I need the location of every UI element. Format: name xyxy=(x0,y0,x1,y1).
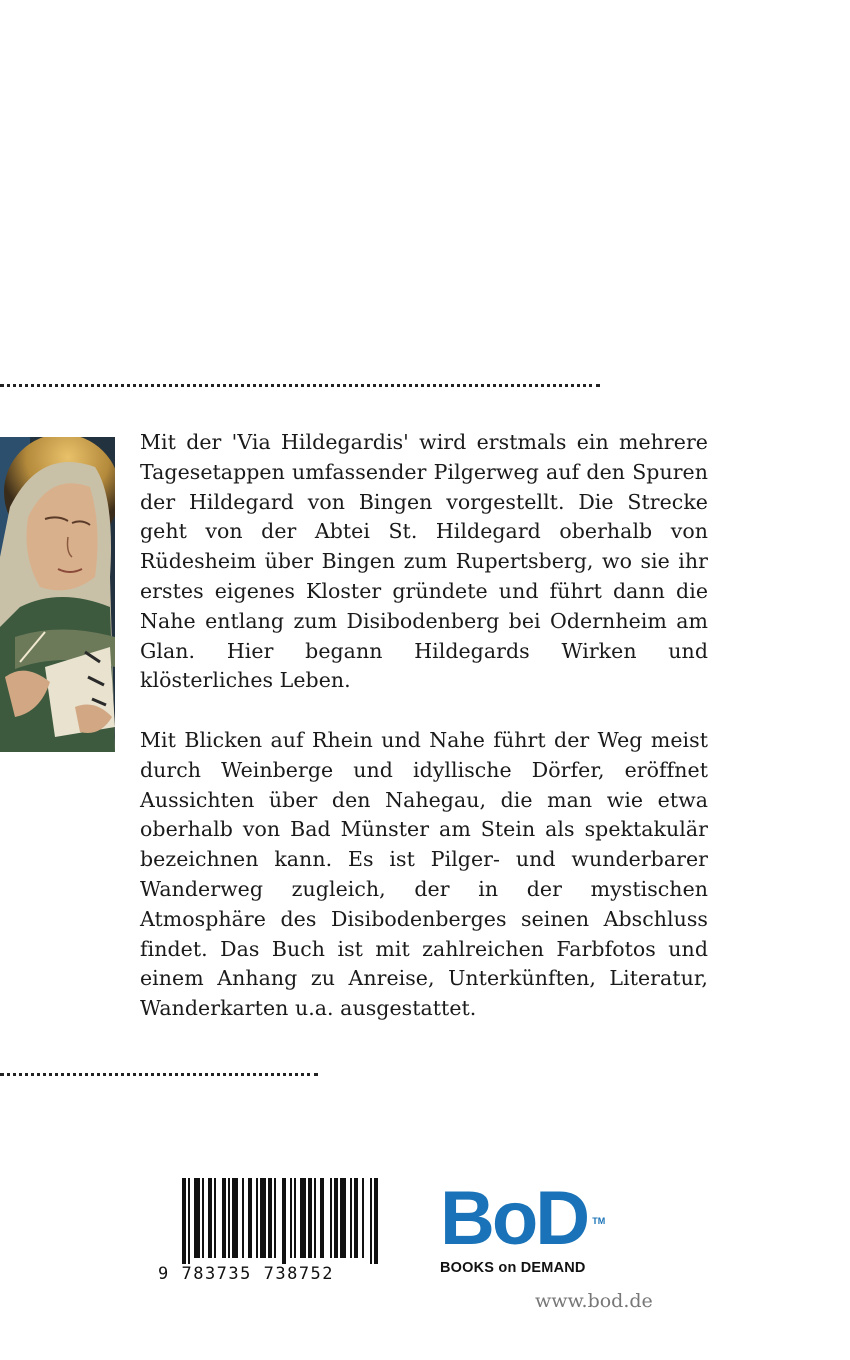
barcode-bar xyxy=(300,1178,306,1258)
barcode-bar xyxy=(188,1178,190,1264)
barcode-bar xyxy=(274,1178,276,1258)
stained-glass-saint-portrait-icon xyxy=(0,437,115,752)
bod-logo-mark xyxy=(440,1176,606,1261)
barcode-bar xyxy=(370,1178,372,1264)
barcode-bar xyxy=(242,1178,244,1258)
barcode-bar xyxy=(354,1178,358,1258)
dotted-divider-bottom xyxy=(0,1073,318,1076)
barcode-bar xyxy=(362,1178,364,1258)
bod-logo-text: BoD xyxy=(440,1176,588,1261)
publisher-url: www.bod.de xyxy=(535,1290,653,1312)
barcode-bar xyxy=(194,1178,200,1258)
barcode-bar xyxy=(202,1178,204,1258)
barcode-bar xyxy=(294,1178,296,1258)
hildegard-stained-glass-image xyxy=(0,437,115,752)
barcode-bar xyxy=(330,1178,332,1258)
barcode-bar xyxy=(228,1178,230,1258)
barcode-bar xyxy=(208,1178,212,1258)
blurb-paragraph-2: Mit Blicken auf Rhein und Nahe führt der Weg meist durch Weinberge und idyllische Dörfer, eröffnet Aussichten über den Nahegau, die man wie etwa oberhalb von Bad Münster am Stein als spektakulär bezeichnen kann. Es ist Pilger- und wunderbarer Wanderweg zugleich, der in der mystischen Atmosphäre des Disibodenberges seinen Abschluss findet. Das Buch ist mit zahlreichen Farbfotos und einem Anhang zu Anreise, Unterkünften, Literatur, Wanderkarten u.a. ausgestattet. xyxy=(140,727,708,1021)
bod-logo-subtitle: BOOKS on DEMAND xyxy=(440,1260,586,1276)
barcode-bar xyxy=(340,1178,346,1258)
barcode-bar xyxy=(214,1178,216,1258)
barcode-bar xyxy=(256,1178,258,1258)
barcode-bar xyxy=(260,1178,266,1258)
dotted-divider-top xyxy=(0,384,600,387)
barcode-bar xyxy=(182,1178,186,1264)
barcode-bar xyxy=(308,1178,312,1258)
barcode-bar xyxy=(268,1178,272,1258)
barcode-bar xyxy=(222,1178,226,1258)
barcode-bar xyxy=(248,1178,252,1258)
barcode-bar xyxy=(282,1178,286,1264)
barcode-digits: 9 783735 738752 xyxy=(158,1264,335,1284)
bod-logo xyxy=(440,1176,630,1280)
isbn-barcode xyxy=(158,1178,386,1286)
barcode-bar xyxy=(290,1178,292,1258)
barcode-bar xyxy=(334,1178,338,1258)
barcode-bar xyxy=(320,1178,324,1258)
bod-trademark: TM xyxy=(592,1216,606,1226)
barcode-bar xyxy=(232,1178,238,1258)
barcode-bar xyxy=(374,1178,378,1264)
barcode-bar xyxy=(350,1178,352,1258)
barcode-bar xyxy=(314,1178,316,1258)
blurb-paragraph-1: Mit der 'Via Hildegardis' wird erstmals ein mehrere Tagesetappen umfassender Pilgerweg auf den Spuren der Hildegard von Bingen vorgestellt. Die Strecke geht von der Abtei St. Hildegard oberhalb von Rüdesheim über Bingen zum Rupertsberg, wo sie ihr erstes eigenes Kloster gründete und führt dann die Nahe entlang zum Disibodenberg bei Odernheim am Glan. Hier begann Hildegards Wirken und klösterliches Leben. xyxy=(140,430,708,693)
back-cover-blurb xyxy=(140,428,708,1024)
barcode-bars-icon xyxy=(182,1178,380,1264)
